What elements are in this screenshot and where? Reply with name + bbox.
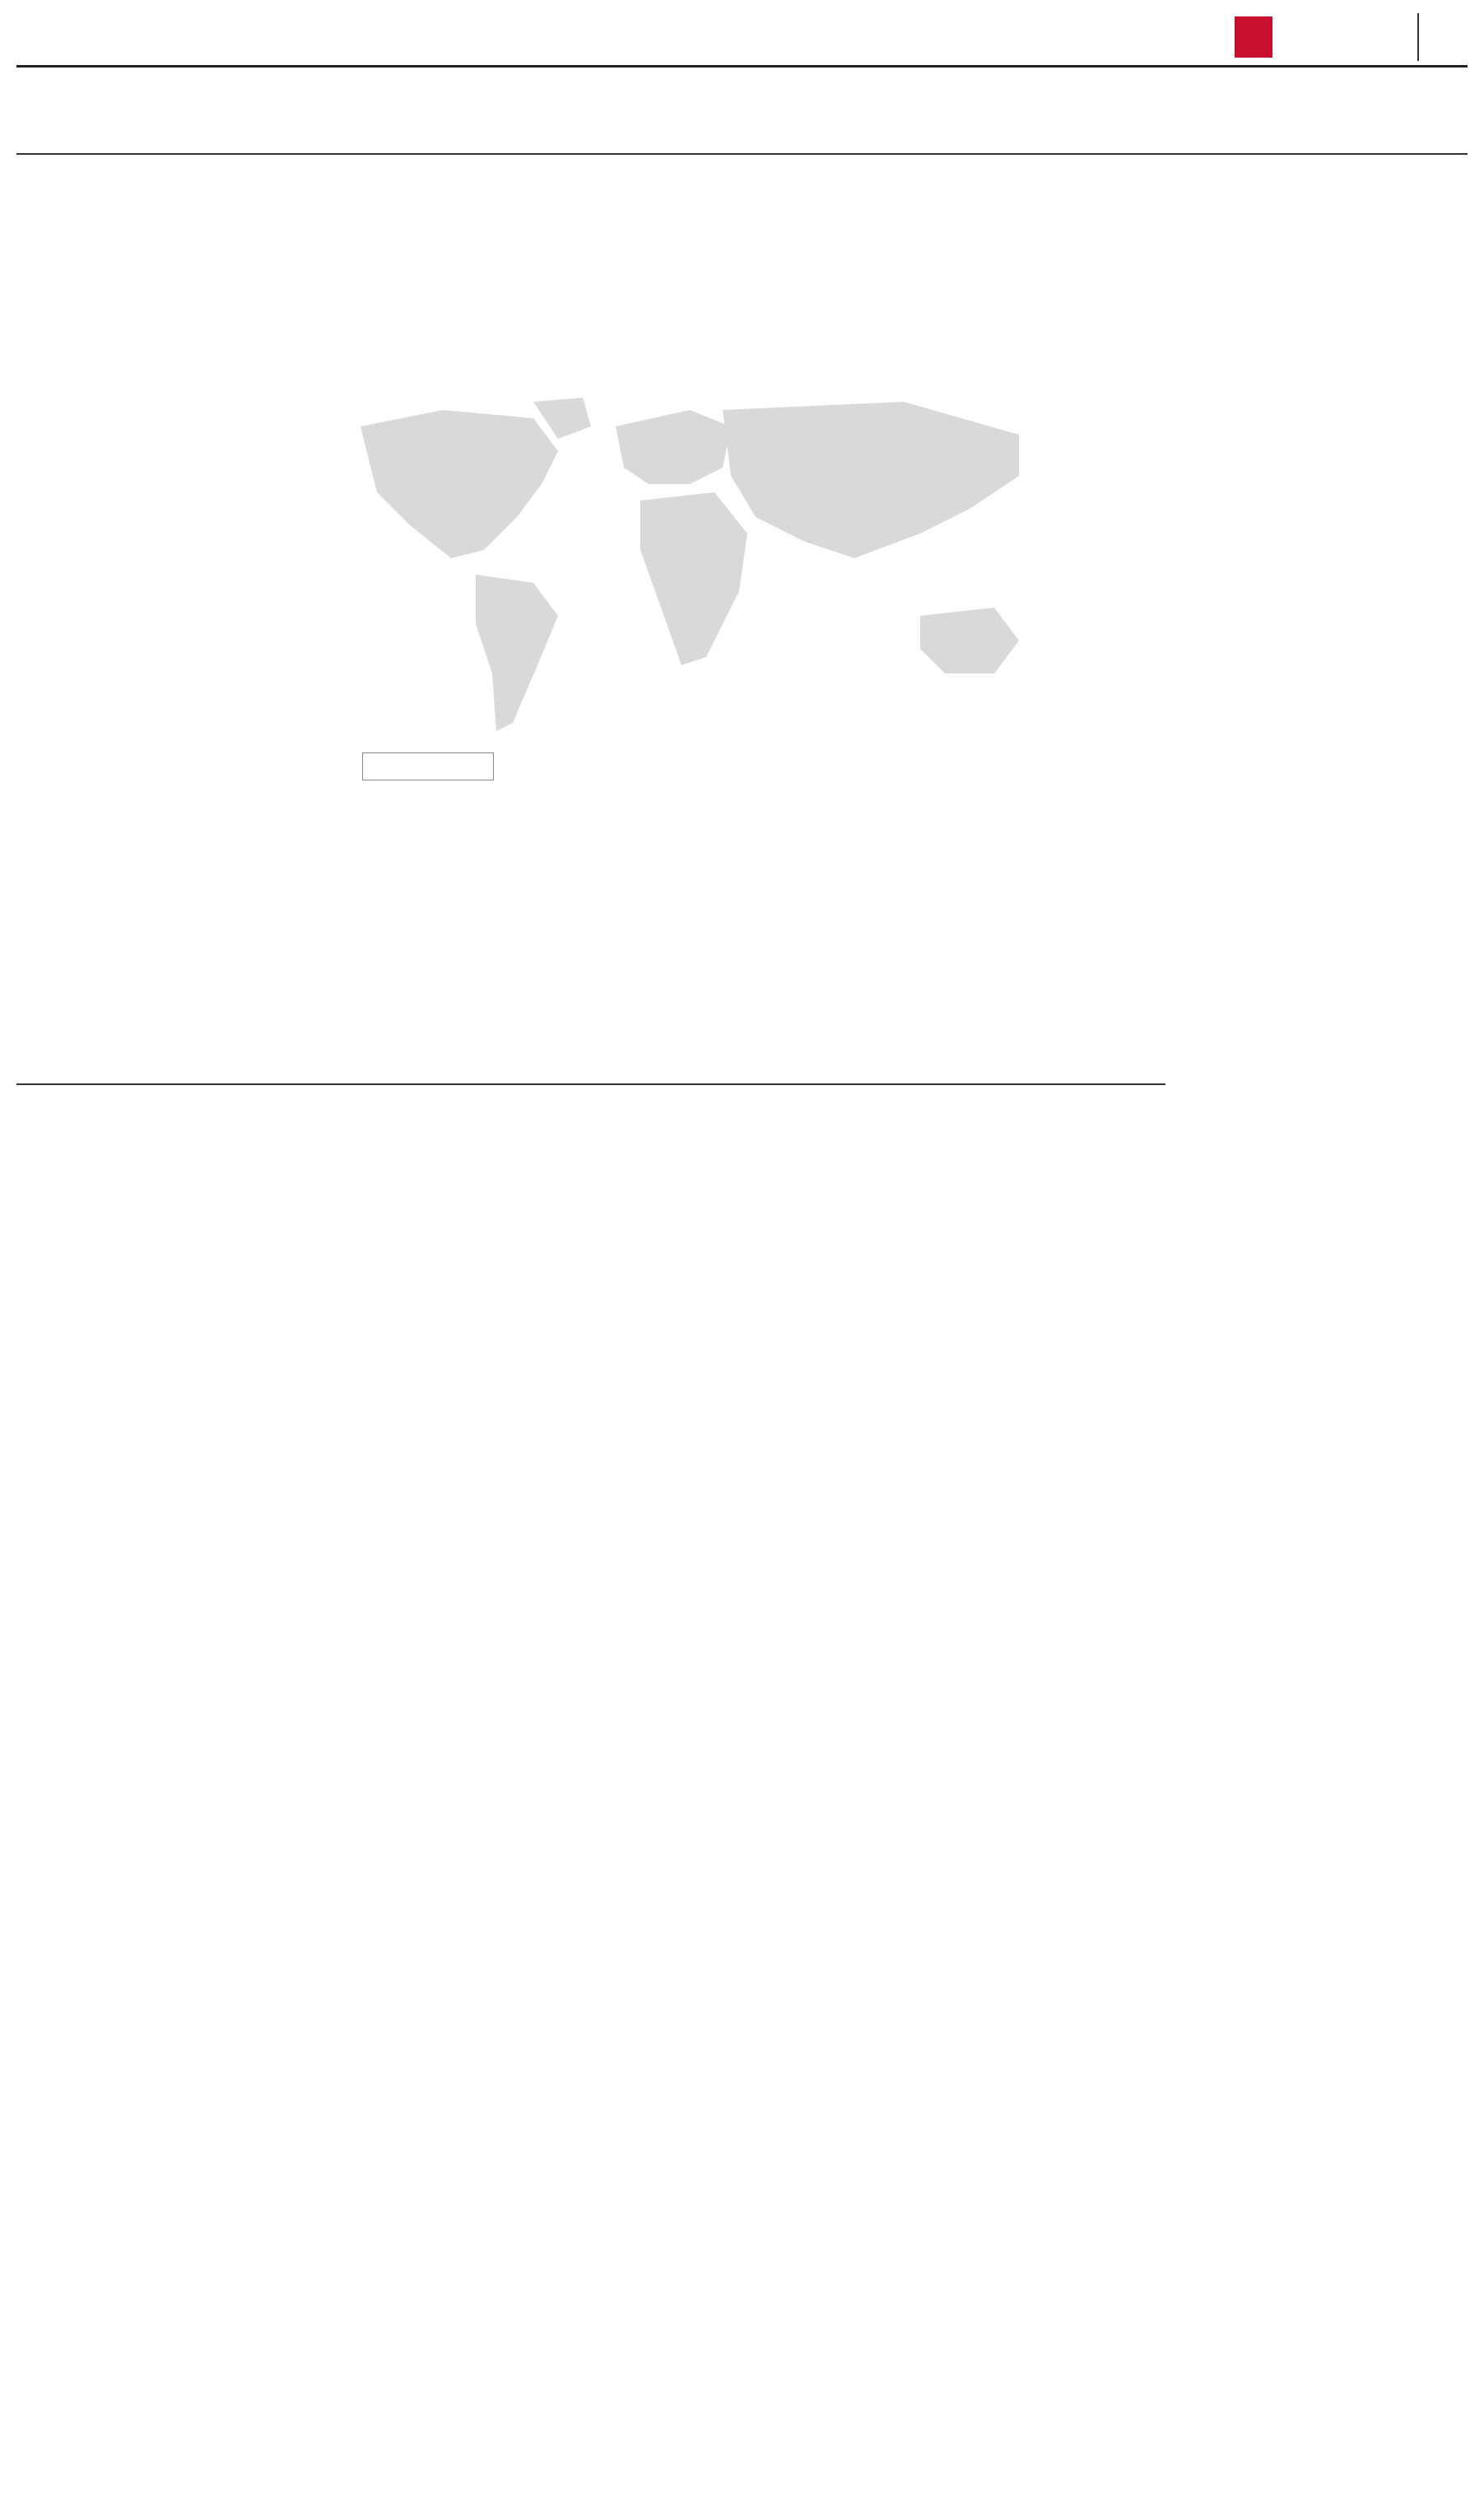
issue-meta (805, 26, 896, 43)
europe-shape (616, 410, 731, 484)
sub1-body-col2 (853, 850, 1100, 995)
military-budget-map (344, 394, 1085, 756)
continents (361, 398, 1019, 731)
masthead (16, 8, 1468, 68)
masthead-divider (1417, 13, 1419, 61)
australia-shape (920, 608, 1019, 673)
north-america-shape (361, 410, 558, 558)
world-map-svg (344, 394, 1085, 756)
asia-shape (723, 402, 1019, 558)
sub1-body-col1 (362, 850, 609, 995)
top-rule (16, 153, 1468, 155)
south-america-shape (476, 575, 558, 731)
double-chevron-left-icon (1235, 16, 1272, 58)
middle-rule (16, 1083, 1165, 1085)
related-link-label (362, 752, 494, 780)
lead-body (67, 389, 339, 1271)
africa-shape (640, 492, 747, 665)
